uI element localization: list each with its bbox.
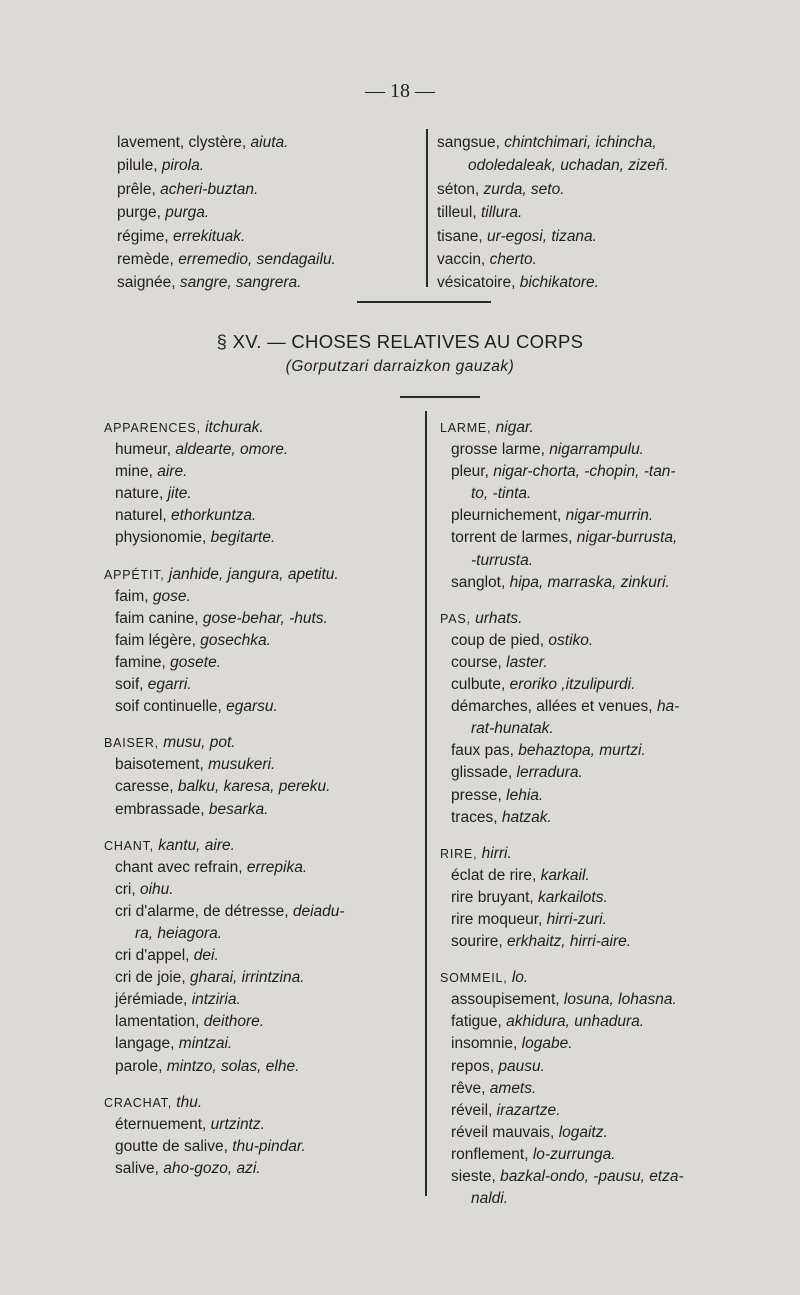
basque-translation: rat-hunatak. [471, 720, 554, 738]
french-term: réveil mauvais, [451, 1123, 555, 1141]
glossary-entry [104, 652, 345, 674]
glossary-entry [440, 674, 684, 696]
glossary-entry [440, 630, 684, 652]
basque-translation: zurda, seto. [483, 180, 565, 198]
french-term: cri, [115, 880, 136, 898]
french-term: jérémiade, [115, 991, 188, 1009]
french-term: tisane, [437, 227, 483, 245]
french-term: embrassade, [115, 800, 205, 818]
glossary-entry [104, 608, 345, 630]
basque-translation: bazkal-ondo, -pausu, etza- [500, 1168, 684, 1185]
french-term: séton, [437, 180, 480, 198]
basque-translation: nigar-chorta, -chopin, -tan- [493, 463, 676, 481]
basque-translation: lo. [511, 969, 529, 987]
glossary-entry [440, 785, 684, 807]
french-term: CRACHAT, [104, 1095, 172, 1110]
basque-translation: gose. [152, 587, 191, 605]
basque-translation: balku, karesa, pereku. [177, 778, 331, 796]
french-term: physionomie, [115, 529, 207, 547]
basque-translation: nigar-burrusta, [576, 529, 678, 547]
top-left-column [117, 131, 336, 295]
french-term: APPARENCES, [104, 421, 201, 435]
bottom-right-column [440, 417, 684, 1224]
french-term: ronflement, [451, 1145, 529, 1163]
french-term: SOMMEIL, [440, 971, 508, 986]
entry-group [440, 843, 684, 953]
glossary-entry [104, 439, 345, 461]
french-term: course, [451, 653, 502, 671]
french-term: pleur, [451, 463, 489, 481]
french-term: cri d'appel, [115, 947, 190, 965]
basque-translation: musu, pot. [163, 734, 236, 752]
french-term: sanglot, [451, 573, 506, 591]
entry-continuation [440, 718, 684, 740]
french-term: APPÉTIT, [104, 567, 165, 582]
basque-translation: gosete. [170, 653, 222, 671]
glossary-entry [437, 271, 669, 294]
entry-heading [440, 417, 684, 439]
glossary-entry [104, 527, 345, 549]
bottom-column-divider [425, 411, 427, 1196]
section-underline-rule [400, 396, 480, 398]
french-term: repos, [451, 1057, 495, 1075]
basque-translation: erremedio, sendagailu. [178, 250, 336, 268]
glossary-entry [437, 201, 669, 224]
basque-translation: deiadu- [292, 902, 345, 920]
basque-translation: to, -tinta. [471, 485, 532, 503]
glossary-entry [440, 1056, 684, 1078]
french-term: vésicatoire, [437, 274, 516, 292]
french-term: grosse larme, [451, 441, 545, 459]
glossary-entry [440, 1100, 684, 1122]
french-term: salive, [115, 1159, 159, 1177]
basque-translation: thu. [176, 1093, 203, 1111]
glossary-entry [104, 483, 345, 505]
french-term: chant avec refrain, [115, 858, 243, 876]
entry-group [440, 417, 684, 594]
glossary-entry [440, 931, 684, 953]
glossary-entry [437, 131, 669, 154]
glossary-entry [104, 879, 345, 901]
french-term: faux pas, [451, 742, 514, 760]
french-term: lavement, clystère, [117, 134, 247, 151]
basque-translation: urtzintz. [210, 1115, 265, 1133]
glossary-entry [104, 461, 345, 483]
basque-translation: kantu, aire. [158, 836, 235, 854]
glossary-entry [117, 201, 336, 224]
french-term: éternuement, [115, 1115, 207, 1133]
basque-translation: ha- [656, 698, 680, 716]
basque-translation: nigar. [495, 419, 534, 436]
basque-translation: naldi. [471, 1190, 509, 1208]
glossary-entry [104, 1114, 345, 1136]
basque-translation: aldearte, omore. [175, 441, 289, 459]
entry-continuation [104, 923, 345, 945]
glossary-entry [117, 154, 336, 177]
entry-group [104, 732, 345, 820]
basque-translation: nigar-murrin. [565, 507, 654, 525]
basque-translation: ostiko. [548, 631, 594, 649]
glossary-entry [104, 799, 345, 821]
glossary-entry [117, 131, 336, 154]
entry-group [104, 417, 345, 550]
basque-translation: aiuta. [250, 134, 289, 151]
basque-translation: gosechka. [200, 631, 271, 649]
top-separator-rule [357, 301, 491, 303]
basque-translation: egarri. [147, 676, 192, 694]
glossary-entry [117, 178, 336, 201]
french-term: soif, [115, 676, 144, 694]
french-term: coup de pied, [451, 631, 545, 649]
basque-translation: pirola. [161, 157, 205, 175]
glossary-entry [437, 248, 669, 271]
entry-group [440, 608, 684, 829]
basque-translation: purga. [165, 204, 210, 222]
basque-translation: tillura. [480, 204, 523, 222]
glossary-entry [440, 989, 684, 1011]
glossary-entry [440, 740, 684, 762]
glossary-entry [440, 807, 684, 829]
glossary-entry [440, 1011, 684, 1033]
glossary-entry [104, 945, 345, 967]
basque-translation: erkhaitz, hirri-aire. [507, 933, 632, 951]
glossary-entry [437, 225, 669, 248]
french-term: démarches, allées et venues, [451, 698, 653, 716]
french-term: faim, [115, 587, 149, 605]
glossary-entry [104, 1158, 345, 1180]
french-term: cri d'alarme, de détresse, [115, 902, 289, 920]
french-term: réveil, [451, 1101, 493, 1119]
french-term: rire moqueur, [451, 910, 543, 928]
glossary-entry [104, 505, 345, 527]
glossary-entry [440, 909, 684, 931]
basque-translation: thu-pindar. [232, 1137, 306, 1155]
glossary-entry [117, 271, 336, 294]
french-term: baisotement, [115, 756, 204, 774]
basque-translation: janhide, jangura, apetitu. [168, 565, 339, 583]
basque-translation: behaztopa, murtzi. [518, 742, 646, 760]
glossary-entry [104, 989, 345, 1011]
french-term: purge, [117, 204, 161, 222]
french-term: famine, [115, 653, 166, 671]
french-term: sangsue, [437, 134, 500, 151]
basque-translation: deithore. [203, 1013, 265, 1031]
basque-translation: ra, heiagora. [135, 924, 223, 942]
french-term: traces, [451, 808, 498, 826]
basque-translation: sangre, sangrera. [179, 274, 302, 292]
french-term: faim canine, [115, 609, 199, 627]
top-column-divider [426, 129, 428, 287]
french-term: rêve, [451, 1079, 486, 1097]
top-right-column [437, 131, 669, 295]
glossary-entry [440, 762, 684, 784]
basque-translation: aho-gozo, azi. [163, 1159, 261, 1177]
basque-translation: ur-egosi, tizana. [486, 227, 597, 245]
french-term: vaccin, [437, 250, 486, 268]
basque-translation: ethorkuntza. [171, 507, 257, 525]
glossary-entry [440, 527, 684, 549]
glossary-entry [440, 652, 684, 674]
french-term: langage, [115, 1035, 175, 1053]
glossary-entry [440, 461, 684, 483]
page-number: — 18 — [365, 80, 435, 102]
french-term: fatigue, [451, 1013, 502, 1031]
bottom-left-column [104, 417, 345, 1194]
glossary-entry [440, 865, 684, 887]
glossary-entry [117, 248, 336, 271]
basque-translation: hirri. [481, 844, 512, 862]
french-term: PAS, [440, 611, 471, 626]
glossary-entry [440, 887, 684, 909]
french-term: CHANT, [104, 838, 154, 853]
basque-translation: lerradura. [516, 764, 583, 782]
french-term: prêle, [117, 180, 156, 198]
basque-translation: acheri-buztan. [160, 180, 259, 198]
glossary-entry [440, 1078, 684, 1100]
french-term: presse, [451, 786, 502, 804]
glossary-entry [104, 754, 345, 776]
french-term: insomnie, [451, 1035, 518, 1053]
basque-translation: losuna, lohasna. [563, 991, 677, 1009]
basque-translation: egarsu. [226, 698, 278, 716]
entry-heading [440, 608, 684, 630]
glossary-entry [440, 1144, 684, 1166]
glossary-entry [104, 586, 345, 608]
entry-heading [104, 417, 345, 439]
basque-translation: hipa, marraska, zinkuri. [509, 573, 670, 591]
basque-translation: mintzo, solas, elhe. [166, 1057, 300, 1075]
glossary-entry [104, 630, 345, 652]
entry-continuation [440, 483, 684, 505]
basque-translation: laster. [506, 653, 548, 671]
entry-group [104, 1092, 345, 1180]
entry-continuation [440, 550, 684, 572]
section-subtitle: (Gorputzari darraizkon gauzak) [285, 358, 515, 375]
entry-heading [104, 564, 345, 586]
glossary-entry [104, 901, 345, 923]
entry-heading [104, 732, 345, 754]
french-term: tilleul, [437, 204, 477, 222]
glossary-entry [104, 776, 345, 798]
glossary-entry [104, 1136, 345, 1158]
french-term: pilule, [117, 157, 158, 175]
french-term: torrent de larmes, [451, 529, 573, 547]
french-term: RIRE, [440, 846, 478, 861]
basque-translation: gharai, irrintzina. [189, 969, 305, 987]
basque-translation: logabe. [521, 1035, 573, 1053]
french-term: soif continuelle, [115, 698, 222, 716]
section-title: § XV. — CHOSES RELATIVES AU CORPS [216, 331, 584, 352]
basque-translation: mintzai. [178, 1035, 233, 1053]
basque-translation: oihu. [139, 880, 174, 898]
french-term: éclat de rire, [451, 866, 537, 884]
french-term: remède, [117, 250, 174, 268]
basque-translation: -turrusta. [471, 551, 534, 569]
glossary-entry [104, 1056, 345, 1078]
basque-translation: odoledaleak, uchadan, zizeñ. [468, 157, 669, 175]
french-term: lamentation, [115, 1013, 200, 1031]
glossary-entry [104, 1011, 345, 1033]
glossary-entry [104, 857, 345, 879]
french-term: BAISER, [104, 736, 159, 751]
french-term: LARME, [440, 421, 492, 435]
basque-translation: hatzak. [501, 808, 552, 826]
basque-translation: lo-zurrunga. [532, 1145, 616, 1163]
basque-translation: amets. [489, 1079, 537, 1097]
entry-continuation [437, 154, 669, 177]
basque-translation: errekituak. [173, 227, 246, 245]
basque-translation: cherto. [489, 250, 537, 268]
french-term: nature, [115, 485, 164, 503]
french-term: pleurnichement, [451, 507, 562, 525]
french-term: glissade, [451, 764, 513, 782]
french-term: saignée, [117, 274, 176, 292]
entry-group [104, 564, 345, 719]
basque-translation: nigarrampulu. [549, 441, 644, 459]
basque-translation: jite. [167, 485, 192, 503]
basque-translation: dei. [193, 947, 219, 965]
basque-translation: karkail. [540, 866, 590, 884]
entry-heading [440, 967, 684, 989]
french-term: faim légère, [115, 631, 196, 649]
basque-translation: eroriko ,itzulipurdi. [509, 676, 636, 694]
french-term: mine, [115, 463, 153, 481]
glossary-entry [440, 572, 684, 594]
entry-heading [104, 1092, 345, 1114]
basque-translation: pausu. [498, 1057, 545, 1075]
glossary-entry [440, 505, 684, 527]
glossary-entry [440, 1166, 684, 1188]
glossary-entry [104, 1033, 345, 1055]
entry-heading [440, 843, 684, 865]
entry-continuation [440, 1188, 684, 1210]
basque-translation: intziria. [191, 991, 241, 1009]
glossary-entry [440, 696, 684, 718]
glossary-entry [104, 674, 345, 696]
basque-translation: begitarte. [210, 529, 276, 547]
french-term: culbute, [451, 676, 506, 694]
basque-translation: irazartze. [496, 1101, 561, 1119]
basque-translation: chintchimari, ichincha, [504, 134, 657, 151]
glossary-entry [104, 967, 345, 989]
french-term: assoupisement, [451, 991, 560, 1009]
french-term: naturel, [115, 507, 167, 525]
basque-translation: aire. [157, 463, 188, 481]
glossary-entry [440, 439, 684, 461]
french-term: régime, [117, 227, 169, 245]
french-term: rire bruyant, [451, 888, 534, 906]
basque-translation: logaitz. [558, 1123, 608, 1141]
french-term: caresse, [115, 778, 174, 796]
basque-translation: karkailots. [538, 888, 608, 906]
entry-heading [104, 835, 345, 857]
french-term: cri de joie, [115, 969, 186, 987]
french-term: goutte de salive, [115, 1137, 228, 1155]
french-term: sourire, [451, 933, 503, 951]
french-term: humeur, [115, 441, 172, 459]
glossary-entry [440, 1033, 684, 1055]
entry-group [440, 967, 684, 1210]
basque-translation: itchurak. [205, 419, 264, 436]
french-term: parole, [115, 1057, 163, 1075]
french-term: sieste, [451, 1168, 496, 1185]
basque-translation: besarka. [208, 800, 269, 818]
basque-translation: bichikatore. [519, 274, 599, 292]
basque-translation: akhidura, unhadura. [506, 1013, 645, 1031]
glossary-entry [104, 696, 345, 718]
basque-translation: gose-behar, -huts. [202, 609, 328, 627]
glossary-entry [437, 178, 669, 201]
basque-translation: lehia. [506, 786, 544, 804]
basque-translation: hirri-zuri. [546, 910, 607, 928]
entry-group [104, 835, 345, 1078]
basque-translation: urhats. [475, 609, 523, 627]
basque-translation: errepika. [246, 858, 308, 876]
glossary-entry [440, 1122, 684, 1144]
basque-translation: musukeri. [208, 756, 276, 774]
glossary-entry [117, 225, 336, 248]
